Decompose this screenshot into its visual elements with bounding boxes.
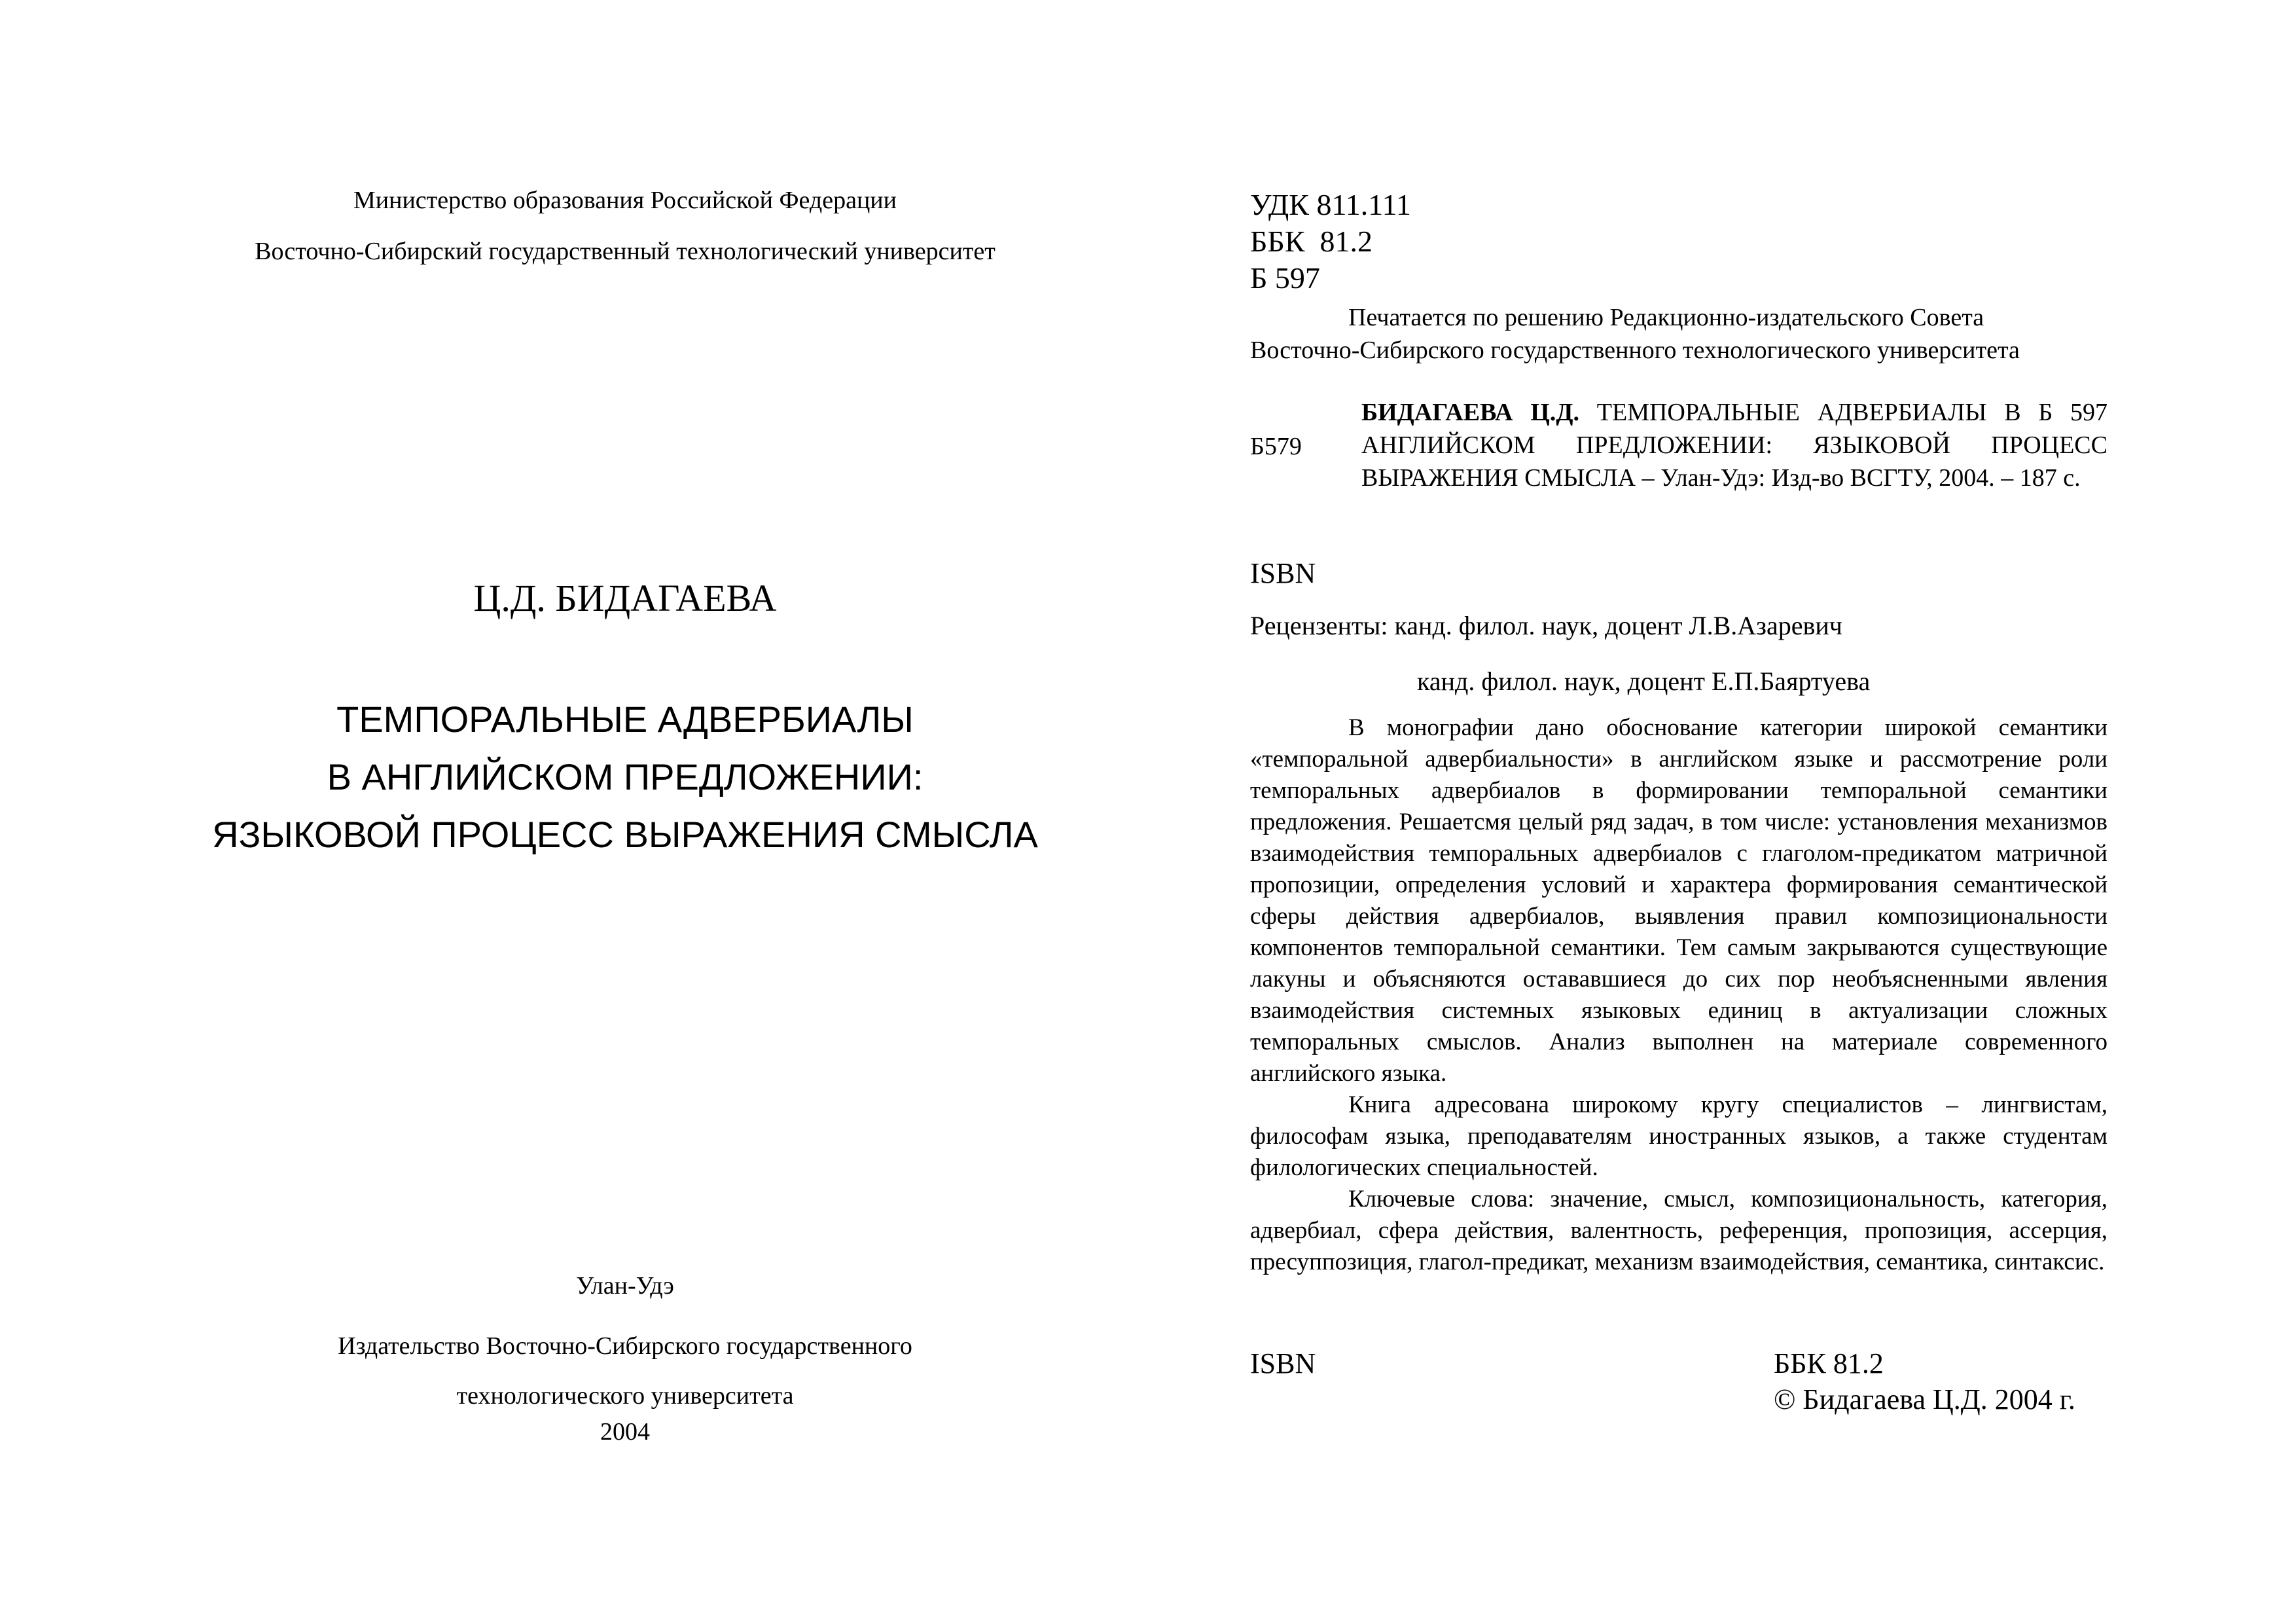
bbk-bottom: ББК 81.2 <box>1774 1347 1884 1379</box>
udk-code: УДК 811.111 <box>1250 188 1411 221</box>
title-line: ЯЗЫКОВОЙ ПРОЦЕСС ВЫРАЖЕНИЯ СМЫСЛА <box>212 814 1038 855</box>
bbk-code: ББК 81.2 <box>1250 225 1373 258</box>
abstract-paragraph: Книга адресована широкому кругу специалистов – лингвистам, философам языка, преподавателям иностранных языков, а также студентам филологических специальностей. <box>1250 1091 2108 1181</box>
decision-line: Восточно-Сибирского государственного технологического университета <box>1250 337 2020 364</box>
university-name: Восточно-Сибирский государственный технологический университет <box>255 238 996 265</box>
book-title <box>196 691 1054 864</box>
ministry-name: Министерство образования Российской Федерации <box>353 187 897 214</box>
isbn-top: ISBN <box>1250 557 1316 589</box>
author-name: Ц.Д. БИДАГАЕВА <box>473 577 777 619</box>
reviewers-line: канд. филол. наук, доцент Е.П.Баяртуева <box>1417 666 1871 696</box>
isbn-bottom: ISBN <box>1250 1347 1316 1379</box>
abstract-paragraph: В монографии дано обоснование категории широкой семантики «темпоральной адвербиальности» в английском языке и рассмотрение роли темпоральных адвербиалов в формировании темпоральной семантики предложения. Решаетсмя целый ряд задач, в том числе: установления механизмов взаимодействия темпоральных адвербиалов с глаголом-предикатом матричной пропозиции, определения условий и характера формирования семантической сферы действия адвербиалов, выявления правил композициональности компонентов темпоральной семантики. Тем самым закрываются существующие лакуны и объясняются остававшиеся до сих пор необъясненными явления взаимодействия системных языковых единиц в актуализации сложных темпоральных смыслов. Анализ выполнен на материале современного английского языка. <box>1250 714 2108 1087</box>
publisher <box>196 1321 1054 1421</box>
bibliographic-record <box>1361 396 2108 494</box>
decision-line: Печатается по решению Редакционно-издательского Совета <box>1348 304 1984 331</box>
classification-codes <box>1250 187 1411 297</box>
abstract <box>1250 712 2108 1278</box>
reviewers-line: Рецензенты: канд. филол. наук, доцент Л.В.Азаревич <box>1250 611 1842 640</box>
biblio-description: ТЕМПОРАЛЬНЫЕ АДВЕРБИАЛЫ В Б 597 АНГЛИЙСКОМ ПРЕДЛОЖЕНИИ: ЯЗЫКОВОЙ ПРОЦЕСС ВЫРАЖЕНИЯ СМЫСЛА – Улан-Удэ: Изд-во ВСГТУ, 2004. – 187 с. <box>1361 399 2108 492</box>
b-code: Б 597 <box>1250 261 1320 295</box>
copyright: © Бидагаева Ц.Д. 2004 г. <box>1774 1383 2075 1415</box>
title-line: ТЕМПОРАЛЬНЫЕ АДВЕРБИАЛЫ <box>336 699 914 740</box>
title-line: В АНГЛИЙСКОМ ПРЕДЛОЖЕНИИ: <box>327 756 924 797</box>
publication-city: Улан-Удэ <box>576 1272 674 1300</box>
biblio-code: Б579 <box>1250 433 1302 460</box>
abstract-paragraph: Ключевые слова: значение, смысл, композициональность, категория, адвербиал, сфера действия, валентность, референция, пропозиция, ассерция, пресуппозиция, глагол-предикат, механизм взаимодействия, семантика, синтаксис. <box>1250 1186 2108 1275</box>
publisher-line: Издательство Восточно-Сибирского государственного <box>338 1332 912 1360</box>
publication-year: 2004 <box>600 1418 650 1446</box>
publisher-line: технологического университета <box>456 1382 794 1410</box>
print-decision <box>1250 301 2108 367</box>
biblio-author: БИДАГАЕВА Ц.Д. <box>1361 399 1579 426</box>
